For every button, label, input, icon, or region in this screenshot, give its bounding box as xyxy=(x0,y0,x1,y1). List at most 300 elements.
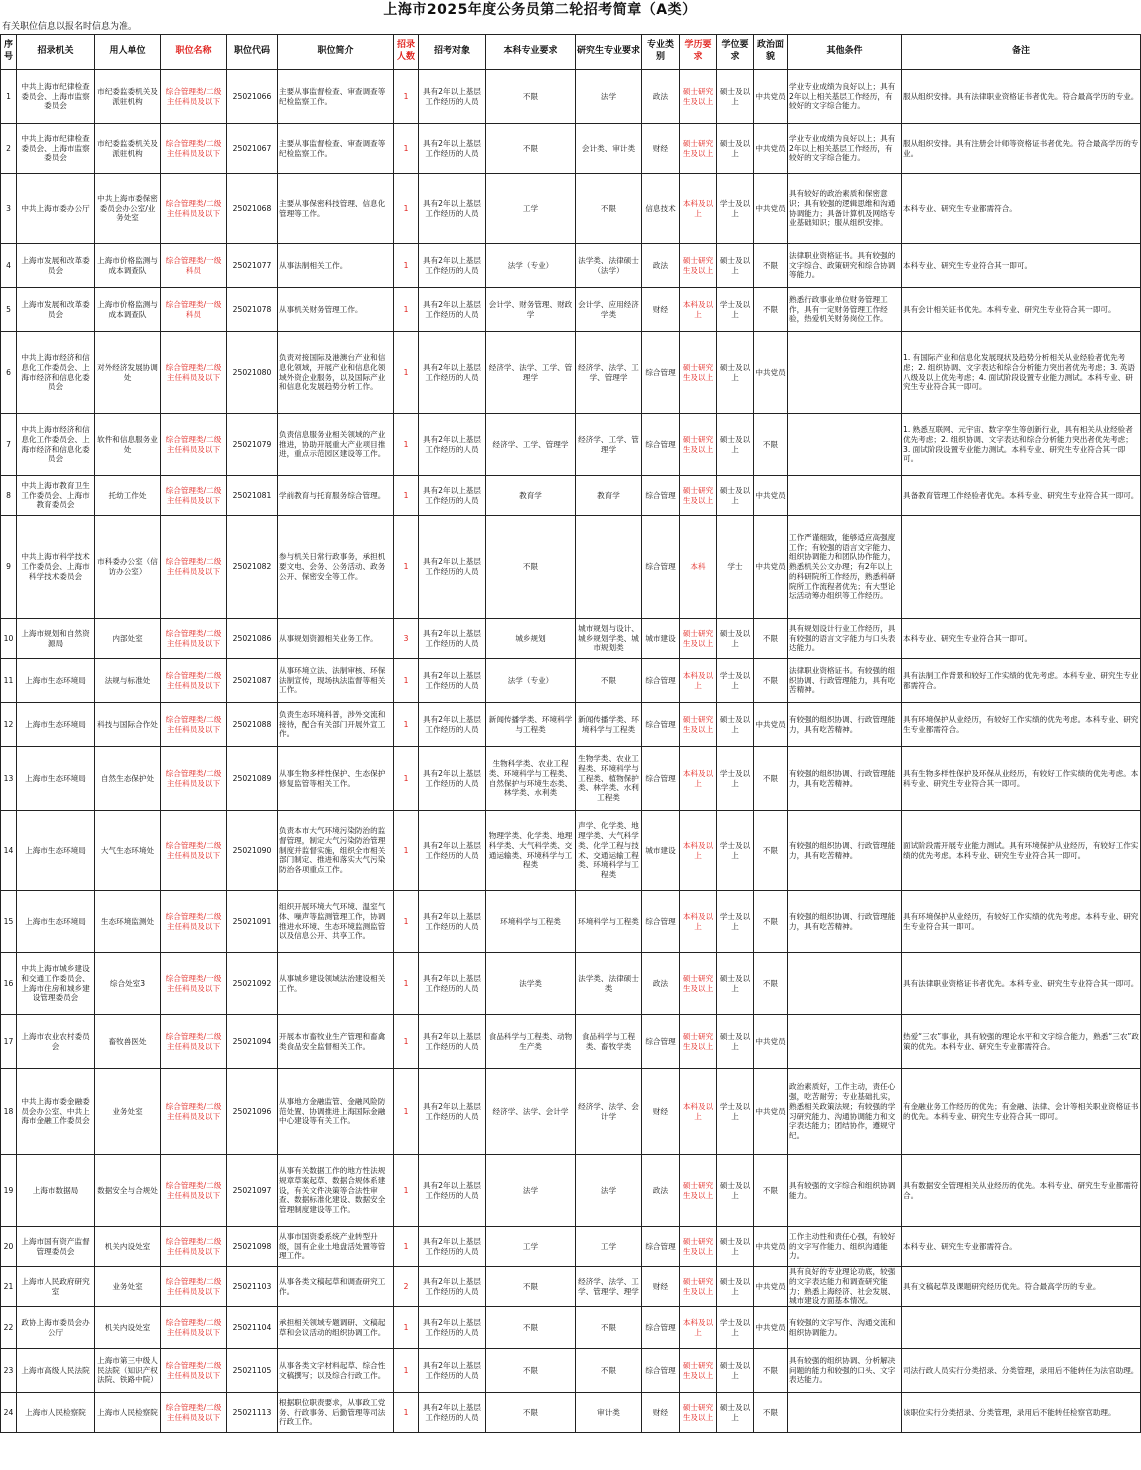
cell-education: 本科及以上 xyxy=(680,1069,717,1155)
cell-position: 综合管理类/二级主任科员及以下 xyxy=(161,124,227,174)
cell-agency: 中共上海市科学技术工作委员会、上海市科学技术委员会 xyxy=(17,516,95,619)
cell-grad-major: 工学 xyxy=(576,1227,642,1267)
col-header-index: 序号 xyxy=(1,35,17,70)
cell-target: 具有2年以上基层工作经历的人员 xyxy=(419,288,486,332)
cell-headcount: 1 xyxy=(394,244,419,288)
cell-major-category: 城市建设 xyxy=(642,619,680,659)
cell-agency: 上海市数据局 xyxy=(17,1155,95,1227)
cell-unit: 对外经济发展协调处 xyxy=(95,332,161,414)
cell-undergrad-major: 生物科学类、农业工程类、环境科学与工程类、自然保护与环境生态类、林学类、水利类 xyxy=(486,747,576,811)
cell-political: 不限 xyxy=(754,1349,788,1393)
cell-political: 中共党员 xyxy=(754,476,788,516)
cell-position: 综合管理类/二级主任科员及以下 xyxy=(161,619,227,659)
table-row xyxy=(1,70,1141,124)
cell-position: 综合管理类/二级主任科员及以下 xyxy=(161,891,227,953)
cell-unit: 上海市第三中级人民法院（知识产权法院、铁路中院） xyxy=(95,1349,161,1393)
cell-code: 25021105 xyxy=(227,1349,278,1393)
table-row xyxy=(1,476,1141,516)
cell-other: 法律职业资格证书。具有较强的文字综合、政策研究和综合协调等能力。 xyxy=(788,244,902,288)
cell-degree: 硕士及以上 xyxy=(717,1155,754,1227)
col-header-education: 学历要求 xyxy=(680,35,717,70)
cell-major-category: 综合管理 xyxy=(642,1227,680,1267)
col-header-unit: 用人单位 xyxy=(95,35,161,70)
cell-code: 25021077 xyxy=(227,244,278,288)
table-row xyxy=(1,124,1141,174)
cell-position: 综合管理类/二级主任科员及以下 xyxy=(161,1155,227,1227)
cell-target: 具有2年以上基层工作经历的人员 xyxy=(419,811,486,891)
cell-major-category: 政法 xyxy=(642,244,680,288)
cell-grad-major: 声学、化学类、地理学类、大气科学类、化学工程与技术、交通运输工程类、环境科学与工程类 xyxy=(576,811,642,891)
cell-index: 11 xyxy=(1,659,17,703)
cell-political: 中共党员 xyxy=(754,1307,788,1349)
cell-major-category: 财经 xyxy=(642,288,680,332)
cell-unit: 上海市人民检察院 xyxy=(95,1393,161,1433)
cell-grad-major: 审计类 xyxy=(576,1393,642,1433)
table-row xyxy=(1,1155,1141,1227)
cell-political: 中共党员 xyxy=(754,516,788,619)
cell-index: 9 xyxy=(1,516,17,619)
cell-unit: 上海市价格监测与成本调查队 xyxy=(95,244,161,288)
cell-target: 具有2年以上基层工作经历的人员 xyxy=(419,1267,486,1307)
cell-agency: 上海市生态环境局 xyxy=(17,891,95,953)
table-row xyxy=(1,619,1141,659)
cell-other: 具有较强的组织协调、分析解决问题的能力和较强的口头、文字表达能力。 xyxy=(788,1349,902,1393)
cell-other: 具有规划设计行业工作经历，具有较强的语言文字能力与口头表达能力。 xyxy=(788,619,902,659)
cell-unit: 内部处室 xyxy=(95,619,161,659)
cell-index: 16 xyxy=(1,953,17,1015)
cell-remarks: 具有文稿起草及课题研究经历优先。符合最高学历的专业。 xyxy=(902,1267,1141,1307)
cell-grad-major: 经济学、法学、工学、管理学 xyxy=(576,332,642,414)
cell-index: 3 xyxy=(1,174,17,244)
cell-description: 主要从事监督检查、审查调查等纪检监察工作。 xyxy=(278,124,394,174)
cell-degree: 学士及以上 xyxy=(717,659,754,703)
cell-code: 25021096 xyxy=(227,1069,278,1155)
cell-headcount: 1 xyxy=(394,476,419,516)
cell-unit: 上海市价格监测与成本调查队 xyxy=(95,288,161,332)
cell-undergrad-major: 经济学、法学、工学、管理学 xyxy=(486,332,576,414)
cell-remarks: 本科专业、研究生专业符合其一即可。 xyxy=(902,619,1141,659)
col-header-target: 招考对象 xyxy=(419,35,486,70)
cell-political: 不限 xyxy=(754,659,788,703)
cell-other: 有较强的组织协调、行政管理能力，具有吃苦精神。 xyxy=(788,747,902,811)
cell-position: 综合管理类/二级主任科员及以下 xyxy=(161,174,227,244)
cell-target: 具有2年以上基层工作经历的人员 xyxy=(419,174,486,244)
cell-political: 中共党员 xyxy=(754,174,788,244)
cell-education: 本科及以上 xyxy=(680,174,717,244)
cell-agency: 中共上海市城乡建设和交通工作委员会、上海市住房和城乡建设管理委员会 xyxy=(17,953,95,1015)
cell-other: 有较强的组织协调、行政管理能力，具有吃苦精神。 xyxy=(788,891,902,953)
cell-headcount: 1 xyxy=(394,1155,419,1227)
header-row xyxy=(1,35,1141,70)
cell-education: 硕士研究生及以上 xyxy=(680,414,717,476)
cell-agency: 上海市生态环境局 xyxy=(17,747,95,811)
cell-undergrad-major: 工学 xyxy=(486,174,576,244)
cell-political: 中共党员 xyxy=(754,1267,788,1307)
cell-degree: 学士及以上 xyxy=(717,288,754,332)
cell-description: 从事市国资委系统产业转型升级，国有企业土地盘活处置等管理工作。 xyxy=(278,1227,394,1267)
cell-degree: 硕士及以上 xyxy=(717,1349,754,1393)
cell-political: 中共党员 xyxy=(754,332,788,414)
table-row xyxy=(1,811,1141,891)
cell-undergrad-major: 不限 xyxy=(486,516,576,619)
cell-index: 23 xyxy=(1,1349,17,1393)
cell-undergrad-major: 物理学类、化学类、地理科学类、大气科学类、交通运输类、环境科学与工程类 xyxy=(486,811,576,891)
cell-code: 25021079 xyxy=(227,414,278,476)
cell-remarks: 具有环境保护从业经历，有较好工作实绩的优先考虑。本科专业、研究生专业符合其一即可。 xyxy=(902,891,1141,953)
cell-code: 25021068 xyxy=(227,174,278,244)
cell-headcount: 1 xyxy=(394,174,419,244)
cell-headcount: 1 xyxy=(394,891,419,953)
table-row xyxy=(1,953,1141,1015)
cell-code: 25021087 xyxy=(227,659,278,703)
cell-other xyxy=(788,332,902,414)
cell-education: 硕士研究生及以上 xyxy=(680,332,717,414)
cell-degree: 硕士及以上 xyxy=(717,244,754,288)
cell-undergrad-major: 教育学 xyxy=(486,476,576,516)
cell-target: 具有2年以上基层工作经历的人员 xyxy=(419,1393,486,1433)
cell-target: 具有2年以上基层工作经历的人员 xyxy=(419,516,486,619)
cell-degree: 学士 xyxy=(717,516,754,619)
cell-political: 中共党员 xyxy=(754,124,788,174)
table-row xyxy=(1,1015,1141,1069)
cell-target: 具有2年以上基层工作经历的人员 xyxy=(419,703,486,747)
cell-education: 本科及以上 xyxy=(680,747,717,811)
cell-grad-major: 会计类、审计类 xyxy=(576,124,642,174)
cell-political: 中共党员 xyxy=(754,1227,788,1267)
col-header-undergrad-major: 本科专业要求 xyxy=(486,35,576,70)
cell-headcount: 1 xyxy=(394,1307,419,1349)
cell-grad-major: 食品科学与工程类、畜牧学类 xyxy=(576,1015,642,1069)
cell-target: 具有2年以上基层工作经历的人员 xyxy=(419,1155,486,1227)
cell-description: 从事各类文稿起草和调查研究工作。 xyxy=(278,1267,394,1307)
cell-unit: 自然生态保护处 xyxy=(95,747,161,811)
cell-target: 具有2年以上基层工作经历的人员 xyxy=(419,747,486,811)
cell-political: 不限 xyxy=(754,244,788,288)
cell-education: 硕士研究生及以上 xyxy=(680,1155,717,1227)
cell-education: 硕士研究生及以上 xyxy=(680,703,717,747)
cell-grad-major: 环境科学与工程类 xyxy=(576,891,642,953)
cell-other: 学业专业成绩为良好以上；具有2年以上相关基层工作经历，有较好的文字综合能力。 xyxy=(788,124,902,174)
cell-agency: 上海市生态环境局 xyxy=(17,811,95,891)
cell-remarks: 具有法律职业资格证书者优先。本科专业、研究生专业符合其一即可。 xyxy=(902,953,1141,1015)
cell-education: 硕士研究生及以上 xyxy=(680,124,717,174)
cell-description: 从事法制相关工作。 xyxy=(278,244,394,288)
cell-index: 6 xyxy=(1,332,17,414)
cell-education: 硕士研究生及以上 xyxy=(680,619,717,659)
cell-unit: 业务处室 xyxy=(95,1069,161,1155)
cell-major-category: 财经 xyxy=(642,1069,680,1155)
cell-headcount: 1 xyxy=(394,1227,419,1267)
cell-degree: 硕士及以上 xyxy=(717,124,754,174)
cell-index: 22 xyxy=(1,1307,17,1349)
cell-agency: 中共上海市委金融委员会办公室、中共上海市金融工作委员会 xyxy=(17,1069,95,1155)
cell-degree: 学士及以上 xyxy=(717,811,754,891)
cell-degree: 硕士及以上 xyxy=(717,1393,754,1433)
cell-other: 有较强的文字写作、沟通交流和组织协调能力。 xyxy=(788,1307,902,1349)
cell-undergrad-major: 会计学、财务管理、财政学 xyxy=(486,288,576,332)
cell-political: 不限 xyxy=(754,891,788,953)
cell-position: 综合管理类/二级主任科员及以下 xyxy=(161,747,227,811)
cell-other xyxy=(788,414,902,476)
info-note: 有关职位信息以报名时信息为准。 xyxy=(2,22,138,32)
cell-major-category: 综合管理 xyxy=(642,891,680,953)
cell-undergrad-major: 新闻传播学类、环境科学与工程类 xyxy=(486,703,576,747)
cell-major-category: 综合管理 xyxy=(642,332,680,414)
cell-undergrad-major: 不限 xyxy=(486,1349,576,1393)
recruitment-table xyxy=(0,34,1141,1433)
cell-degree: 硕士及以上 xyxy=(717,70,754,124)
cell-unit: 软件和信息服务业处 xyxy=(95,414,161,476)
table-row xyxy=(1,1227,1141,1267)
cell-index: 15 xyxy=(1,891,17,953)
table-row xyxy=(1,1393,1141,1433)
cell-headcount: 1 xyxy=(394,1069,419,1155)
cell-description: 从事环境立法、法制审核、环保法制宣传，现场执法监督等相关工作。 xyxy=(278,659,394,703)
cell-major-category: 政法 xyxy=(642,1155,680,1227)
cell-other: 工作严谨细致，能够适应高强度工作；有较强的语言文字能力、组织协调能力和团队协作能力，熟悉机关公文办理；有2年以上的科研院所工作经历，熟悉科研院所工作流程者优先；有大型论坛活动筹办组织等工作经历。 xyxy=(788,516,902,619)
cell-degree: 硕士及以上 xyxy=(717,414,754,476)
cell-position: 综合管理类/二级主任科员及以下 xyxy=(161,516,227,619)
table-row xyxy=(1,703,1141,747)
cell-political: 不限 xyxy=(754,414,788,476)
cell-political: 中共党员 xyxy=(754,70,788,124)
cell-degree: 硕士及以上 xyxy=(717,476,754,516)
cell-description: 开展本市畜牧业生产管理和畜禽类食品安全监督相关工作。 xyxy=(278,1015,394,1069)
cell-major-category: 综合管理 xyxy=(642,1015,680,1069)
cell-headcount: 1 xyxy=(394,70,419,124)
cell-political: 不限 xyxy=(754,1393,788,1433)
cell-position: 综合管理类/一级科员 xyxy=(161,288,227,332)
cell-position: 综合管理类/二级主任科员及以下 xyxy=(161,659,227,703)
cell-major-category: 政法 xyxy=(642,953,680,1015)
cell-position: 综合管理类/二级主任科员及以下 xyxy=(161,811,227,891)
cell-unit: 机关内设处室 xyxy=(95,1227,161,1267)
cell-target: 具有2年以上基层工作经历的人员 xyxy=(419,70,486,124)
cell-agency: 中共上海市教育卫生工作委员会、上海市教育委员会 xyxy=(17,476,95,516)
cell-index: 4 xyxy=(1,244,17,288)
cell-target: 具有2年以上基层工作经历的人员 xyxy=(419,1307,486,1349)
cell-education: 本科及以上 xyxy=(680,659,717,703)
cell-unit: 综合处室3 xyxy=(95,953,161,1015)
cell-agency: 上海市高级人民法院 xyxy=(17,1349,95,1393)
cell-education: 硕士研究生及以上 xyxy=(680,1267,717,1307)
cell-degree: 硕士及以上 xyxy=(717,703,754,747)
cell-degree: 硕士及以上 xyxy=(717,332,754,414)
cell-education: 硕士研究生及以上 xyxy=(680,70,717,124)
table-row xyxy=(1,1267,1141,1307)
cell-position: 综合管理类/二级主任科员及以下 xyxy=(161,414,227,476)
cell-education: 硕士研究生及以上 xyxy=(680,1349,717,1393)
cell-target: 具有2年以上基层工作经历的人员 xyxy=(419,1015,486,1069)
cell-unit: 托幼工作处 xyxy=(95,476,161,516)
cell-code: 25021082 xyxy=(227,516,278,619)
cell-degree: 硕士及以上 xyxy=(717,1015,754,1069)
cell-other: 工作主动性和责任心强，有较好的文字写作能力、组织沟通能力。 xyxy=(788,1227,902,1267)
cell-degree: 学士及以上 xyxy=(717,174,754,244)
cell-degree: 硕士及以上 xyxy=(717,619,754,659)
cell-description: 从事各类文字材料起草、综合性文稿撰写；以及综合行政工作。 xyxy=(278,1349,394,1393)
page-title: 上海市2025年度公务员第二轮招考简章（A类） xyxy=(383,2,697,18)
cell-target: 具有2年以上基层工作经历的人员 xyxy=(419,124,486,174)
table-row xyxy=(1,1069,1141,1155)
cell-agency: 上海市发展和改革委员会 xyxy=(17,244,95,288)
cell-code: 25021086 xyxy=(227,619,278,659)
cell-code: 25021092 xyxy=(227,953,278,1015)
cell-major-category: 综合管理 xyxy=(642,659,680,703)
cell-education: 硕士研究生及以上 xyxy=(680,953,717,1015)
cell-grad-major: 经济学、工学、管理学 xyxy=(576,414,642,476)
cell-agency: 政协上海市委员会办公厅 xyxy=(17,1307,95,1349)
cell-remarks: 具有会计相关证书优先。本科专业、研究生专业符合其一即可。 xyxy=(902,288,1141,332)
cell-grad-major: 法学 xyxy=(576,70,642,124)
cell-undergrad-major: 工学 xyxy=(486,1227,576,1267)
cell-agency: 中共上海市经济和信息化工作委员会、上海市经济和信息化委员会 xyxy=(17,414,95,476)
cell-headcount: 1 xyxy=(394,659,419,703)
cell-grad-major: 不限 xyxy=(576,1307,642,1349)
cell-position: 综合管理类/二级主任科员及以下 xyxy=(161,1227,227,1267)
table-row xyxy=(1,747,1141,811)
table-row xyxy=(1,516,1141,619)
cell-target: 具有2年以上基层工作经历的人员 xyxy=(419,244,486,288)
cell-major-category: 综合管理 xyxy=(642,1349,680,1393)
cell-grad-major: 不限 xyxy=(576,1349,642,1393)
cell-position: 综合管理类/二级主任科员及以下 xyxy=(161,703,227,747)
cell-position: 综合管理类/二级主任科员及以下 xyxy=(161,70,227,124)
cell-education: 硕士研究生及以上 xyxy=(680,476,717,516)
cell-undergrad-major: 经济学、工学、管理学 xyxy=(486,414,576,476)
cell-political: 不限 xyxy=(754,619,788,659)
cell-other: 具有较强的文字综合和组织协调能力。 xyxy=(788,1155,902,1227)
cell-position: 综合管理类/二级主任科员及以下 xyxy=(161,1307,227,1349)
table-row xyxy=(1,174,1141,244)
cell-target: 具有2年以上基层工作经历的人员 xyxy=(419,1069,486,1155)
cell-remarks: 具有数据安全管理相关从业经历的优先。本科专业、研究生专业都需符合。 xyxy=(902,1155,1141,1227)
cell-position: 综合管理类/一级科员 xyxy=(161,244,227,288)
cell-other: 熟悉行政事业单位财务管理工作，具有一定财务管理工作经验，热爱机关财务岗位工作。 xyxy=(788,288,902,332)
cell-remarks: 具有环境保护从业经历，有较好工作实绩的优先考虑。本科专业、研究生专业都需符合。 xyxy=(902,703,1141,747)
cell-agency: 中共上海市纪律检查委员会、上海市监察委员会 xyxy=(17,124,95,174)
cell-headcount: 1 xyxy=(394,414,419,476)
cell-education: 硕士研究生及以上 xyxy=(680,244,717,288)
cell-position: 综合管理类/二级主任科员及以下 xyxy=(161,1267,227,1307)
cell-description: 负责对接国际及港澳台产业和信息化领域，开展产业和信息化领域外资企业服务，以及国际产业和信息化发展趋势分析工作。 xyxy=(278,332,394,414)
cell-other: 有较强的组织协调、行政管理能力，具有吃苦精神。 xyxy=(788,811,902,891)
cell-remarks: 服从组织安排。具有法律职业资格证书者优先。符合最高学历的专业。 xyxy=(902,70,1141,124)
cell-index: 14 xyxy=(1,811,17,891)
cell-undergrad-major: 不限 xyxy=(486,1393,576,1433)
cell-index: 10 xyxy=(1,619,17,659)
col-header-description: 职位简介 xyxy=(278,35,394,70)
cell-description: 从事城乡建设领域法治建设相关工作。 xyxy=(278,953,394,1015)
table-row xyxy=(1,891,1141,953)
cell-headcount: 1 xyxy=(394,747,419,811)
cell-target: 具有2年以上基层工作经历的人员 xyxy=(419,332,486,414)
cell-undergrad-major: 不限 xyxy=(486,70,576,124)
cell-position: 综合管理类/二级主任科员及以下 xyxy=(161,1393,227,1433)
cell-undergrad-major: 环境科学与工程类 xyxy=(486,891,576,953)
cell-description: 主要从事保密科技管理、信息化管理等工作。 xyxy=(278,174,394,244)
cell-remarks: 1. 有国际产业和信息化发展现状及趋势分析相关从业经验者优先考虑；2. 组织协调、文字表达和综合分析能力突出者优先考虑；3. 英语八级及以上优先考虑；4. 面试阶段设置专业能力测试。本科专业、研究生专业符合其一即可。 xyxy=(902,332,1141,414)
cell-major-category: 综合管理 xyxy=(642,414,680,476)
cell-education: 本科及以上 xyxy=(680,288,717,332)
cell-remarks: 本科专业、研究生专业符合其一即可。 xyxy=(902,244,1141,288)
cell-agency: 上海市生态环境局 xyxy=(17,659,95,703)
cell-remarks: 本科专业、研究生专业都需符合。 xyxy=(902,1227,1141,1267)
table-row xyxy=(1,1307,1141,1349)
cell-other xyxy=(788,1015,902,1069)
cell-index: 21 xyxy=(1,1267,17,1307)
cell-target: 具有2年以上基层工作经历的人员 xyxy=(419,476,486,516)
cell-unit: 畜牧兽医处 xyxy=(95,1015,161,1069)
cell-degree: 硕士及以上 xyxy=(717,1267,754,1307)
col-header-remarks: 备注 xyxy=(902,35,1141,70)
cell-other: 法律职业资格证书。有较强的组织协调、行政管理能力，具有吃苦精神。 xyxy=(788,659,902,703)
cell-remarks xyxy=(902,1307,1141,1349)
cell-other xyxy=(788,476,902,516)
col-header-degree: 学位要求 xyxy=(717,35,754,70)
cell-description: 负责本市大气环境污染防治的监督管理，制定大气污染防治管理制度并监督实施，组织全市相关部门制定、推进和落实大气污染防治各项重点工作。 xyxy=(278,811,394,891)
cell-degree: 学士及以上 xyxy=(717,1069,754,1155)
cell-agency: 上海市国有资产监督管理委员会 xyxy=(17,1227,95,1267)
cell-grad-major: 不限 xyxy=(576,174,642,244)
cell-index: 8 xyxy=(1,476,17,516)
cell-undergrad-major: 法学 xyxy=(486,1155,576,1227)
cell-code: 25021080 xyxy=(227,332,278,414)
cell-target: 具有2年以上基层工作经历的人员 xyxy=(419,414,486,476)
cell-undergrad-major: 食品科学与工程类、动物生产类 xyxy=(486,1015,576,1069)
cell-target: 具有2年以上基层工作经历的人员 xyxy=(419,1349,486,1393)
cell-other: 有较强的组织协调、行政管理能力，具有吃苦精神。 xyxy=(788,703,902,747)
cell-description: 从事生物多样性保护、生态保护修复监管等相关工作。 xyxy=(278,747,394,811)
cell-target: 具有2年以上基层工作经历的人员 xyxy=(419,953,486,1015)
cell-grad-major: 法学 xyxy=(576,1155,642,1227)
cell-education: 本科及以上 xyxy=(680,1307,717,1349)
cell-grad-major: 法学类、法律硕士类 xyxy=(576,953,642,1015)
col-header-other: 其他条件 xyxy=(788,35,902,70)
table-row xyxy=(1,659,1141,703)
cell-headcount: 1 xyxy=(394,1393,419,1433)
cell-grad-major: 城市规划与设计、城乡规划学类、城市规划类 xyxy=(576,619,642,659)
cell-target: 具有2年以上基层工作经历的人员 xyxy=(419,659,486,703)
cell-index: 2 xyxy=(1,124,17,174)
cell-description: 从事有关数据工作的地方性法规规章草案起草、数据合规体系建设，有关文件决策等合法性审查、数据标准化建设、数据安全管理制度建设等工作。 xyxy=(278,1155,394,1227)
cell-major-category: 综合管理 xyxy=(642,747,680,811)
cell-unit: 业务处室 xyxy=(95,1267,161,1307)
cell-education: 本科 xyxy=(680,516,717,619)
cell-major-category: 综合管理 xyxy=(642,703,680,747)
cell-unit: 市纪委监委机关及派驻机构 xyxy=(95,124,161,174)
cell-political: 中共党员 xyxy=(754,1069,788,1155)
cell-code: 25021094 xyxy=(227,1015,278,1069)
cell-code: 25021088 xyxy=(227,703,278,747)
cell-index: 5 xyxy=(1,288,17,332)
cell-grad-major: 经济学、法学、工学、管理学、理学 xyxy=(576,1267,642,1307)
cell-code: 25021091 xyxy=(227,891,278,953)
cell-description: 组织开展环境大气环境、温室气体、噪声等监测管理工作，协调推进水环境、生态环境监测监管以及信息公开、共享工作。 xyxy=(278,891,394,953)
cell-agency: 上海市规划和自然资源局 xyxy=(17,619,95,659)
cell-undergrad-major: 法学类 xyxy=(486,953,576,1015)
cell-remarks: 1. 熟悉互联网、元宇宙、数字孪生等创新行业，具有相关从业经验者优先考虑；2. 组织协调、文字表达和综合分析能力突出者优先考虑；3. 面试阶段设置专业能力测试。本科专业、研究生专业符合其一即可。 xyxy=(902,414,1141,476)
cell-agency: 上海市人民检察院 xyxy=(17,1393,95,1433)
cell-education: 硕士研究生及以上 xyxy=(680,1393,717,1433)
cell-major-category: 综合管理 xyxy=(642,476,680,516)
cell-description: 从事地方金融监管、金融风险防范处置、协调推进上海国际金融中心建设等有关工作。 xyxy=(278,1069,394,1155)
cell-headcount: 1 xyxy=(394,288,419,332)
cell-education: 硕士研究生及以上 xyxy=(680,1015,717,1069)
cell-other: 具有较好的政治素质和保密意识；具有较强的逻辑思维和沟通协调能力；具备计算机及网络专业基础知识；服从组织安排。 xyxy=(788,174,902,244)
cell-degree: 硕士及以上 xyxy=(717,1227,754,1267)
cell-major-category: 财经 xyxy=(642,124,680,174)
